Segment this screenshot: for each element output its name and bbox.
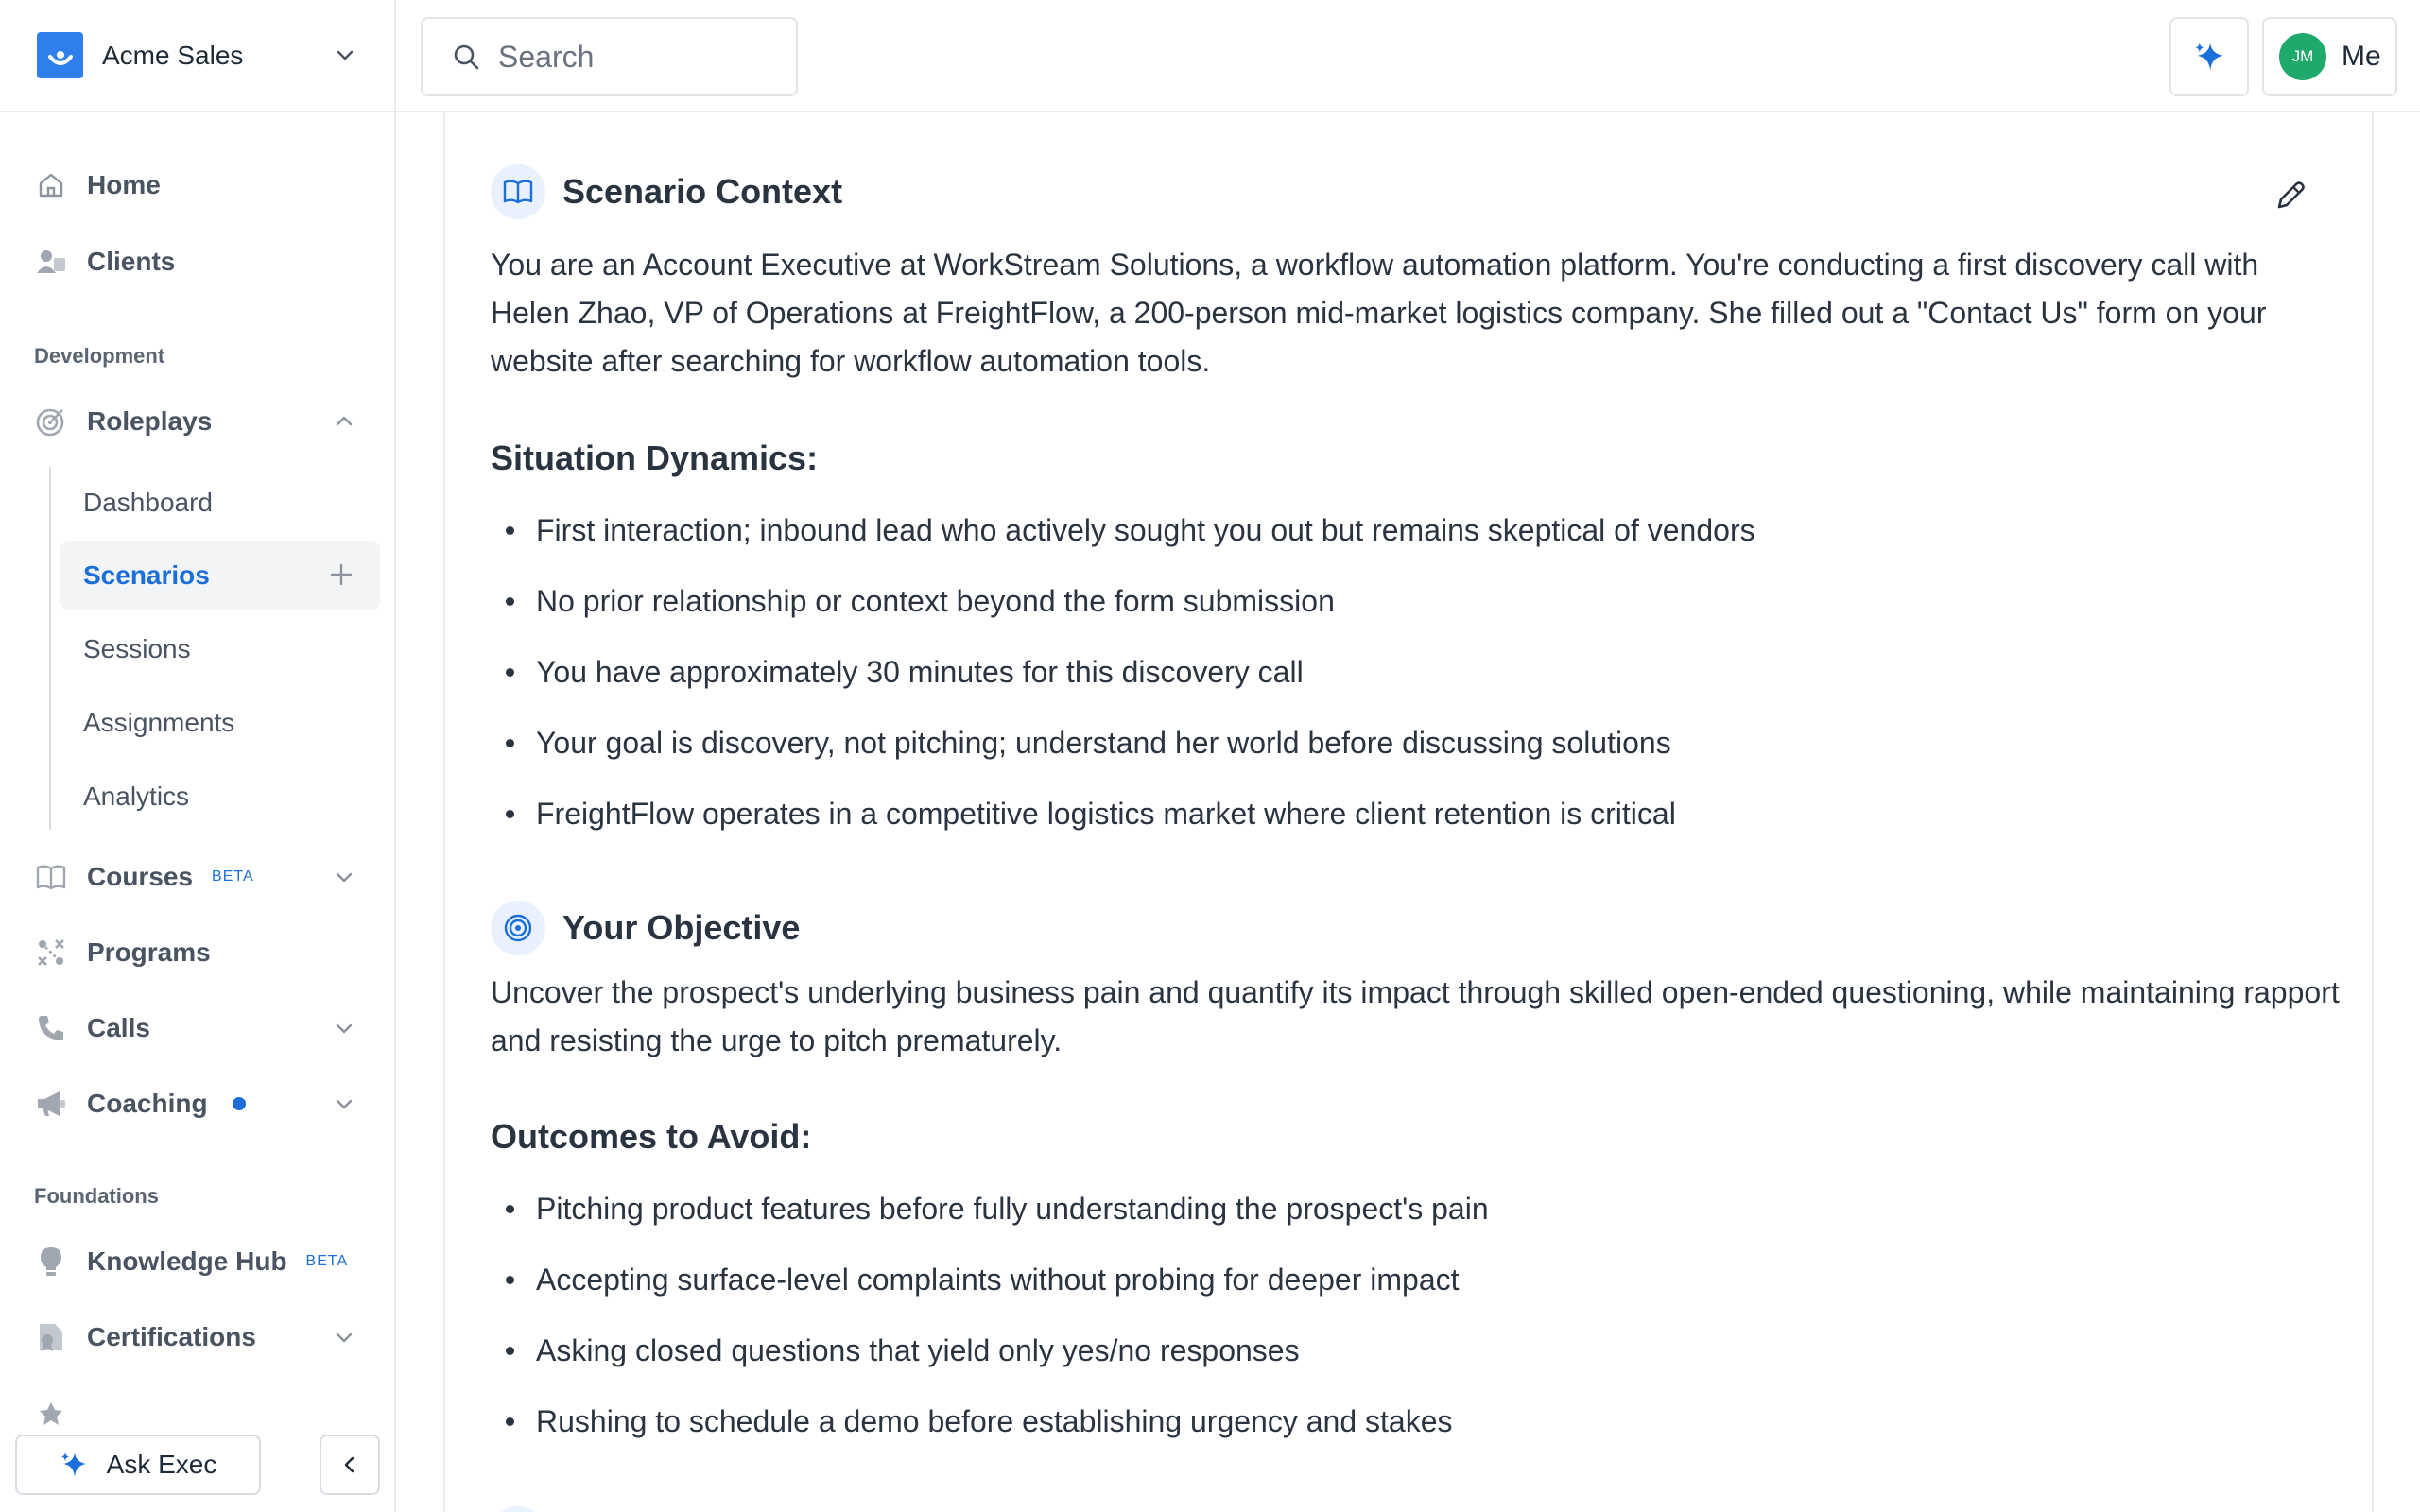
search-icon [451, 42, 481, 72]
sparkle-icon [60, 1451, 88, 1479]
list-item: You have approximately 30 minutes for this discovery call [491, 653, 2343, 724]
chevron-down-icon [333, 866, 355, 888]
clients-icon [34, 245, 68, 279]
sidebar-item-label: Knowledge Hub [87, 1246, 287, 1276]
list-item: FreightFlow operates in a competitive logistics market where client retention is critical [491, 795, 2343, 866]
edit-pencil-icon[interactable] [2273, 179, 2308, 213]
objective-body: Uncover the prospect's underlying business pain and quantify its impact through skilled open-ended questioning, while maintaining rapport and resisting the urge to pitch prematurely. [491, 975, 2340, 1057]
list-item: Pitching product features before fully understanding the prospect's pain [491, 1190, 2343, 1261]
phone-icon [34, 1011, 68, 1045]
collapse-sidebar-button[interactable] [320, 1435, 380, 1495]
add-scenario-icon[interactable] [329, 562, 354, 587]
sidebar-subitem-assignments[interactable]: Assignments [83, 708, 235, 737]
top-bar [396, 0, 2420, 112]
list-item: Asking closed questions that yield only yes/no responses [491, 1332, 2343, 1402]
ai-assistant-button[interactable] [2169, 17, 2249, 96]
scenario-context-header [491, 164, 842, 219]
search-input[interactable] [421, 17, 798, 96]
book-icon [34, 860, 68, 894]
ask-exec-label: Ask Exec [106, 1450, 217, 1479]
sidebar-subitem-scenarios[interactable] [60, 541, 380, 610]
submenu-divider [49, 467, 51, 830]
sidebar-item-calls[interactable] [34, 1000, 355, 1057]
sidebar-item-coaching[interactable] [34, 1075, 355, 1132]
chevron-down-icon [333, 1326, 355, 1349]
next-section-icon [491, 1506, 545, 1512]
objective-header [491, 901, 800, 955]
sidebar-item-label: Certifications [87, 1322, 256, 1351]
sidebar-item-label: Programs [87, 937, 211, 967]
chevron-down-icon [334, 43, 356, 66]
home-icon [34, 168, 68, 202]
beta-badge: BETA [212, 868, 254, 885]
sidebar-subitem-dashboard[interactable]: Dashboard [83, 488, 213, 517]
sidebar-footer [0, 1425, 394, 1512]
sidebar-subitem-sessions[interactable]: Sessions [83, 634, 191, 663]
sidebar [0, 0, 396, 1512]
search-placeholder: Search [498, 39, 595, 74]
bullseye-icon [491, 901, 545, 955]
section-title: Scenario Context [562, 172, 843, 211]
sidebar-item-certifications[interactable] [34, 1309, 355, 1366]
outcomes-to-avoid-list [491, 1190, 2343, 1473]
situation-dynamics-heading: Situation Dynamics: [491, 438, 819, 477]
sidebar-item-label: Coaching [87, 1089, 208, 1118]
chevron-down-icon [333, 1092, 355, 1115]
list-item: No prior relationship or context beyond the form submission [491, 582, 2343, 653]
scenario-context-body: You are an Account Executive at WorkStream Solutions, a workflow automation platform. You're conducting a first discovery call with Helen Zhao, VP of Operations at FreightFlow, a 200-person mid-market logistics company. She filled out a "Contact Us" form on your website after searching for workflow automation tools. [491, 248, 2267, 378]
sparkle-icon [2193, 41, 2225, 73]
sidebar-item-label: Clients [87, 247, 176, 276]
sidebar-item-label: Roleplays [87, 406, 213, 436]
lightbulb-icon [34, 1245, 68, 1279]
sidebar-subitem-analytics[interactable]: Analytics [83, 782, 190, 811]
beta-badge: BETA [305, 1253, 349, 1269]
notification-dot [233, 1097, 246, 1110]
sidebar-item-knowledge-hub[interactable] [34, 1233, 355, 1290]
sidebar-item-programs[interactable] [34, 924, 355, 981]
list-item: Accepting surface-level complaints without probing for deeper impact [491, 1261, 2343, 1332]
org-name: Acme Sales [102, 40, 244, 70]
section-title-development: Development [34, 344, 165, 368]
open-book-icon [491, 164, 545, 219]
sidebar-item-home[interactable] [34, 157, 355, 214]
chevron-up-icon [333, 410, 355, 433]
scenario-detail-card [443, 112, 2374, 1512]
sidebar-item-label: Courses [87, 862, 194, 891]
sidebar-item-courses[interactable] [34, 849, 355, 905]
chevron-left-icon [338, 1453, 361, 1476]
sidebar-subitem-label: Scenarios [83, 560, 210, 590]
list-item: Your goal is discovery, not pitching; understand her world before discussing solutions [491, 724, 2343, 795]
smile-logo-icon [37, 32, 83, 78]
sidebar-item-label: Calls [87, 1013, 150, 1042]
certificate-icon [34, 1320, 68, 1354]
situation-dynamics-list [491, 511, 2343, 866]
megaphone-icon [34, 1087, 68, 1121]
chevron-down-icon [333, 1017, 355, 1040]
org-switcher[interactable] [0, 0, 394, 112]
ask-exec-button[interactable] [15, 1435, 261, 1495]
sidebar-item-roleplays[interactable] [34, 393, 355, 450]
programs-icon [34, 936, 68, 970]
list-item: Rushing to schedule a demo before establishing urgency and stakes [491, 1402, 2343, 1473]
user-menu-label: Me [2342, 41, 2381, 72]
list-item: First interaction; inbound lead who actively sought you out but remains skeptical of vendors [491, 511, 2343, 582]
section-title-foundations: Foundations [34, 1184, 159, 1208]
sidebar-item-clients[interactable] [34, 233, 355, 290]
sidebar-item-label: Home [87, 170, 161, 199]
target-icon [34, 404, 68, 438]
section-title: Your Objective [562, 908, 801, 947]
outcomes-to-avoid-heading: Outcomes to Avoid: [491, 1117, 812, 1156]
avatar: JM [2279, 33, 2326, 80]
user-menu-button[interactable] [2262, 17, 2397, 96]
